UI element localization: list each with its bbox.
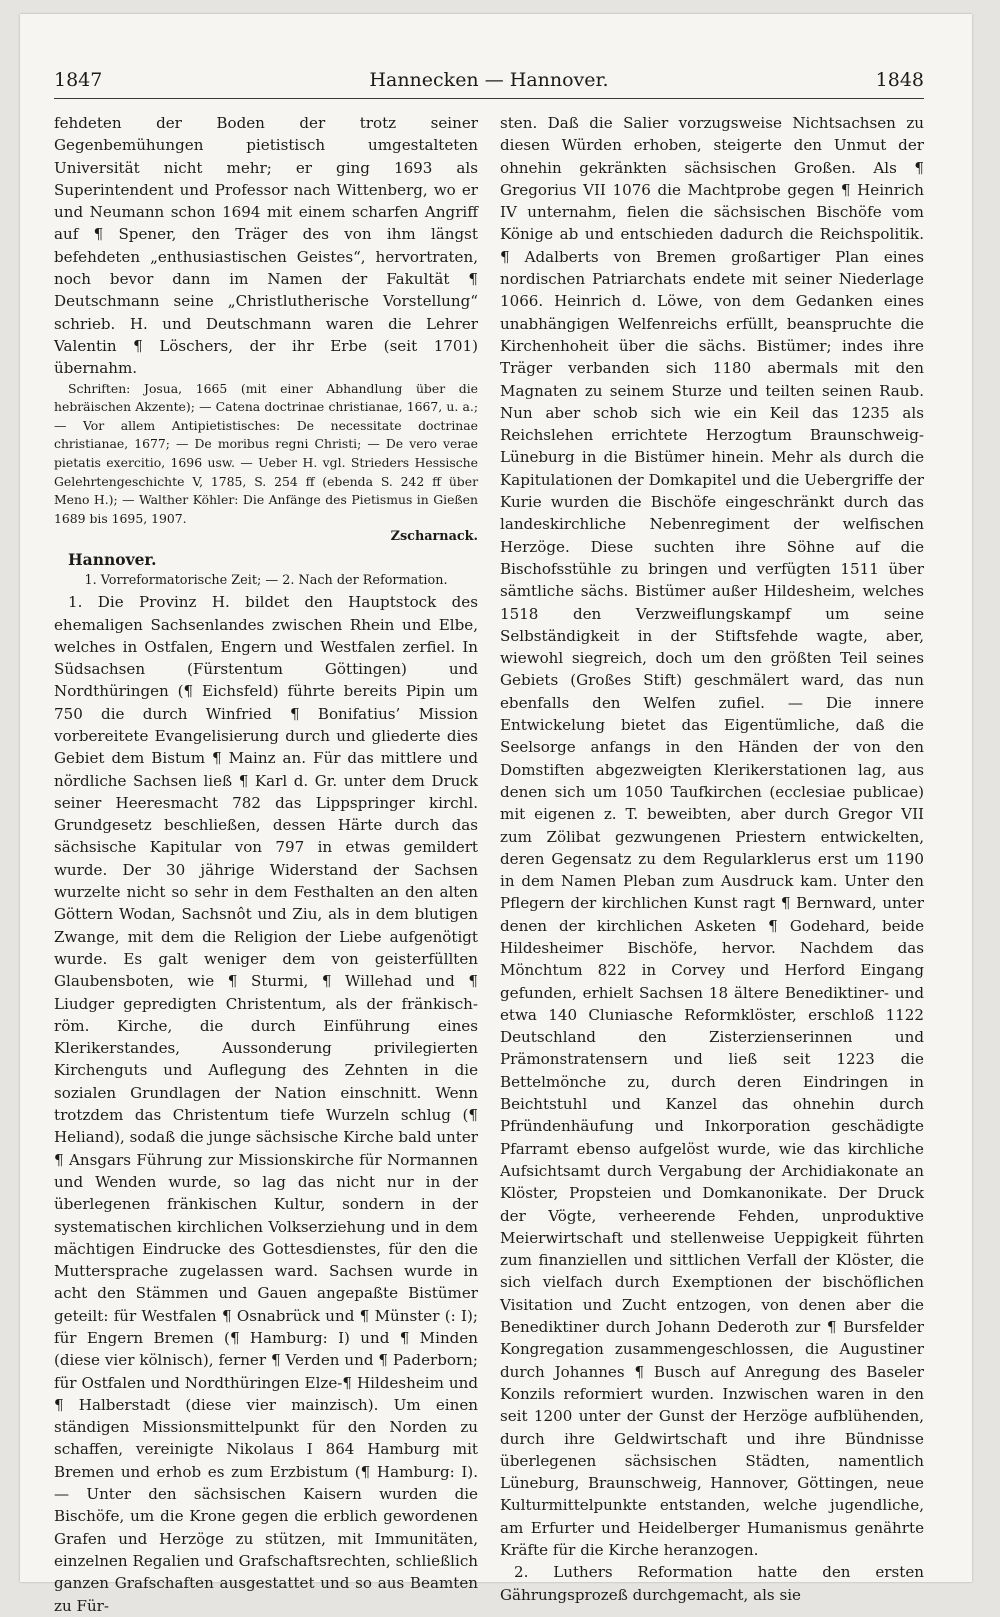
author-signature: Zscharnack. (390, 529, 478, 545)
right-column (500, 112, 924, 1604)
paragraph-continuation: fehdeten der Boden der trotz seiner Gegenbemühungen pietistisch umgestalteten Universität nicht mehr; er ging 1693 als Superintendent und Professor nach Wittenberg, wo er und Neumann schon 1694 mit einem scharfen Angriff auf ¶ Spener, den Träger des von ihm längst befehdeten „enthusiastischen Geistes“, hervortraten, noch bevor dann im Namen der Fakultät ¶ Deutschmann seine „Christlutherische Vorstellung“ schrieb. H. und Deutschmann waren die Lehrer Valentin ¶ Löschers, der ihr Erbe (seit 1701) übernahm. (54, 114, 478, 378)
header-rule (54, 98, 924, 99)
section-1-continuation: sten. Daß die Salier vorzugsweise Nichtsachsen zu diesen Würden erhoben, steigerte den Unmut der ohnehin gekränkten sächsischen Großen. Als ¶ Gregorius VII 1076 die Machtprobe gegen ¶ Heinrich IV unternahm, fielen die sächsischen Bischöfe vom Könige ab und entschieden dadurch die Reichspolitik. ¶ Adalberts von Bremen großartiger Plan eines nordischen Patriarchats endete mit seiner Niederlage 1066. Heinrich d. Löwe, von dem Gedanken eines unabhängigen Welfenreichs erfüllt, beanspruchte die Kirchenhoheit über die sächs. Bistümer; indes ihre Träger verbanden sich 1180 abermals mit den Magnaten zu seinem Sturze und teilten seinen Raub. Nun aber schob sich wie ein Keil das 1235 als Reichslehen errichtete Herzogtum Braunschweig-Lüneburg in die Bistümer hinein. Mehr als durch die Kapitulationen der Domkapitel und die Uebergriffe der Kurie wurden die Bischöfe eingeschränkt durch das landeskirchliche Nebenregiment der welfischen Herzöge. Diese suchten ihre Söhne auf die Bischofsstühle zu bringen und verfügten 1511 über sämtliche sächs. Bistümer außer Hildesheim, welches 1518 den Verzweiflungskampf um seine Selbständigkeit in der Stiftsfehde wagte, aber, wiewohl siegreich, doch um den größten Teil seines Gebiets (Großes Stift) geschmälert ward, das nun ebenfalls den Welfen zufiel. — Die innere Entwickelung bietet das Eigentümliche, daß die Seelsorge anfangs in den Händen der von den Domstiften abgezweigten Klerikerstationen lag, aus denen sich um 1050 Taufkirchen (ecclesiae publicae) mit eigenen z. T. beweibten, aber durch Gregor VII zum Zölibat gezwungenen Priestern entwickelten, deren Gegensatz zu dem Regularklerus erst um 1190 in dem Namen Pleban zum Ausdruck kam. Unter den Pflegern der kirchlichen Kunst ragt ¶ Bernward, unter denen der kirchlichen Asketen ¶ Godehard, beide Hildesheimer Bischöfe, hervor. Nachdem das Mönchtum 822 in Corvey und Herford Eingang gefunden, erhielt Sachsen 18 ältere Benediktiner- und etwa 140 Cluniasche Reformklöster, erschloß 1122 Deutschland den Zisterzienserinnen und Prämonstratensern und ließ seit 1223 die Bettelmönche zu, durch deren Eindringen in Beichtstuhl und Kanzel das ohnehin durch Pfründenhäufung und Inkorporation geschädigte Pfarramt ebenso aufgelöst wurde, wie das kirchliche Aufsichtsamt durch Vergabung der Archidiakonate an Klöster, Propsteien und Domkanonikate. Der Druck der Vögte, verheerende Fehden, unproduktive Meierwirtschaft und stellenweise Ueppigkeit führten zum finanziellen und sittlichen Verfall der Klöster, die sich vielfach durch Exemptionen der bischöflichen Visitation und Zucht entzogen, von denen aber die Benediktiner durch Johann Dederoth zur ¶ Bursfelder Kongregation zusammengeschlossen, die Augustiner durch Johannes ¶ Busch auf Anregung des Baseler Konzils reformiert wurden. Inzwischen waren in den seit 1200 unter der Gunst der Herzöge aufblühenden, durch ihre Geldwirtschaft und ihre Bündnisse überlegenen sächsischen Städten, namentlich Lüneburg, Braunschweig, Hannover, Göttingen, neue Kulturmittelpunkte entstanden, welche jugendliche, am Erfurter und Heidelberger Humanismus genährte Kräfte für die Kirche heranzogen. (500, 114, 924, 1559)
running-title: Hannecken — Hannover. (369, 69, 609, 91)
page-header (54, 68, 924, 94)
bibliography-note: Schriften: Josua, 1665 (mit einer Abhandlung über die hebräischen Akzente); — Catena doctrinae christianae, 1667, u. a.; — Vor allem Antipietistisches: De necessitate doctrinae christianae, 1677; — De moribus regni Christi; — De vero verae pietatis exercitio, 1696 usw. — Ueber H. vgl. Strieders Hessische Gelehrtengeschichte V, 1785, S. 254 ff (ebenda S. 242 ff über Meno H.); — Walther Köhler: Die Anfänge des Pietismus in Gießen 1689 bis 1695, 1907. (54, 380, 478, 526)
left-column (54, 112, 478, 1615)
article-outline: 1. Vorreformatorische Zeit; — 2. Nach der Reformation. (84, 573, 448, 589)
section-2-paragraph: 2. Luthers Reformation hatte den ersten Gährungsprozeß durchgemacht, als sie (500, 1563, 924, 1604)
article-heading: Hannover. (68, 549, 157, 569)
section-1-paragraph: 1. Die Provinz H. bildet den Hauptstock des ehemaligen Sachsenlandes zwischen Rhein und Elbe, welches in Ostfalen, Engern und Westfalen zerfiel. In Südsachsen (Fürstentum Göttingen) und Nordthüringen (¶ Eichsfeld) führte bereits Pipin um 750 die durch Winfried ¶ Bonifatius’ Mission vorbereitete Evangelisierung durch und gliederte dies Gebiet dem Bistum ¶ Mainz an. Für das mittlere und nördliche Sachsen ließ ¶ Karl d. Gr. unter dem Druck seiner Heeresmacht 782 das Lippspringer kirchl. Grundgesetz beschließen, dessen Härte durch das sächsische Kapitular von 797 in etwas gemildert wurde. Der 30 jährige Widerstand der Sachsen wurzelte nicht so sehr in dem Festhalten an den alten Göttern Wodan, Sachsnôt und Ziu, als in dem blutigen Zwange, mit dem die Religion der Liebe aufgenötigt wurde. Es galt weniger dem von geisterfüllten Glaubensboten, wie ¶ Sturmi, ¶ Willehad und ¶ Liudger gepredigten Christentum, als der fränkisch-röm. Kirche, die durch Einführung eines Klerikerstandes, Aussonderung privilegierten Kirchenguts und Auflegung des Zehnten in die sozialen Grundlagen der Nation einschnitt. Wenn trotzdem das Christentum tiefe Wurzeln schlug (¶ Heliand), sodaß die junge sächsische Kirche bald unter ¶ Ansgars Führung zur Missionskirche für Normannen und Wenden wurde, so lag das nicht nur in der überlegenen fränkischen Kultur, sondern in der systematischen kirchlichen Volkserziehung und in dem mächtigen Eindrucke des Gottesdienstes, für den die Muttersprache zugelassen ward. Sachsen wurde in acht den Stämmen und Gauen angepaßte Bistümer geteilt: für Westfalen ¶ Osnabrück und ¶ Münster (: I); für Engern Bremen (¶ Hamburg: I) und ¶ Minden (diese vier kölnisch), ferner ¶ Verden und ¶ Paderborn; für Ostfalen und Nordthüringen Elze-¶ Hildesheim und ¶ Halberstadt (diese vier mainzisch). Um einen ständigen Missionsmittelpunkt für den Norden zu schaffen, vereinigte Nikolaus I 864 Hamburg mit Bremen und erhob es zum Erzbistum (¶ Hamburg: I). — Unter den sächsischen Kaisern wurden die Bischöfe, um die Krone gegen die erblich gewordenen Grafen und Herzöge zu stützen, mit Immunitäten, einzelnen Regalien und Grafschaftsrechten, schließlich ganzen Grafschaften ausgestattet und so aus Beamten zu Für- (54, 593, 478, 1615)
book-page (20, 14, 972, 1615)
right-page-number: 1848 (875, 69, 924, 91)
left-page-number: 1847 (54, 69, 103, 91)
